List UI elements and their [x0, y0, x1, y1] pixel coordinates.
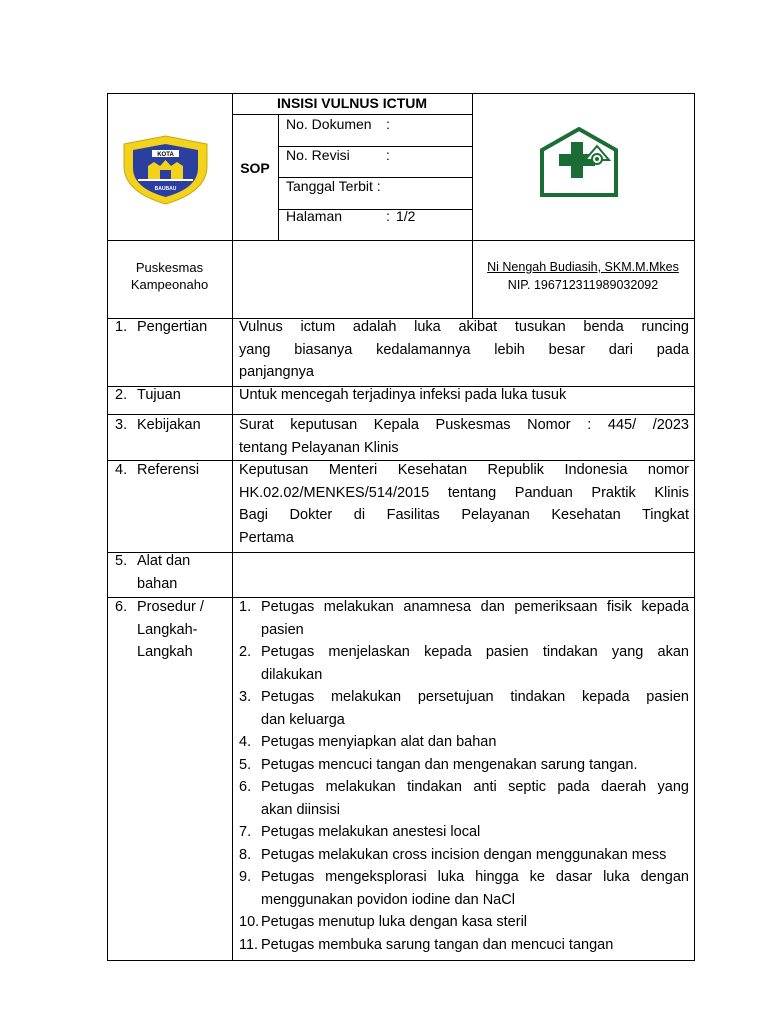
- sop-label: SOP: [240, 160, 270, 176]
- issue-date-label: Tanggal Terbit :: [286, 178, 381, 194]
- step-text: Petugas melakukan anamnesa dan pemeriksaan fisik kepada: [261, 599, 689, 615]
- step-number: 5.: [239, 756, 252, 773]
- page-sep: :: [386, 208, 390, 224]
- step-number: 7.: [239, 824, 252, 840]
- section-number: 3.: [115, 417, 128, 433]
- alat-label-line: Alat dan: [137, 553, 191, 569]
- step-text-cont: dan keluarga: [261, 711, 345, 728]
- section-label-prosedur: [137, 596, 231, 664]
- step-number: 9.: [239, 869, 252, 885]
- step-text: Petugas mengeksplorasi luka hingga ke dasar luka dengan: [261, 869, 689, 885]
- doc-number-sep: :: [386, 116, 390, 132]
- prosedur-label-line: Langkah: [137, 644, 193, 660]
- step-number: 8.: [239, 846, 252, 863]
- procedure-step: [239, 911, 689, 934]
- section-label-pengertian: Pengertian: [137, 319, 208, 335]
- referensi-line: Pertama: [239, 529, 294, 546]
- referensi-line: Bagi Dokter di Fasilitas Pelayanan Kesehatan Tingkat: [239, 507, 689, 523]
- step-text: Petugas melakukan tindakan anti septic pada daerah yang: [261, 779, 689, 795]
- procedure-step: [239, 686, 689, 731]
- prosedur-label-line: Prosedur /: [137, 599, 204, 615]
- city-emblem-logo: [122, 134, 209, 206]
- kebijakan-text: [239, 414, 689, 459]
- prosedur-label-line: Langkah-: [137, 621, 198, 638]
- pengertian-line: Vulnus ictum adalah luka akibat tusukan benda runcing: [239, 319, 689, 335]
- step-text: Petugas menutup luka dengan kasa steril: [261, 914, 528, 930]
- pengertian-line: panjangnya: [239, 364, 314, 380]
- step-number: 11.: [239, 936, 259, 953]
- procedure-step: [239, 821, 689, 844]
- doc-number-label: No. Dokumen: [286, 116, 372, 132]
- step-text-cont: menggunakan povidon iodine dan NaCl: [261, 891, 515, 908]
- section-number: 6.: [115, 599, 128, 615]
- revision-sep: :: [386, 147, 390, 163]
- page-value: 1/2: [396, 208, 416, 224]
- tujuan-text: Untuk mencegah terjadinya infeksi pada luka tusuk: [239, 387, 567, 403]
- procedure-step: [239, 844, 689, 867]
- procedure-steps: [239, 596, 689, 956]
- step-number: 3.: [239, 689, 252, 705]
- pengertian-text: [239, 316, 689, 384]
- step-text: Petugas melakukan persetujuan tindakan kepada pasien: [261, 689, 689, 705]
- procedure-step: [239, 641, 689, 686]
- step-number: 1.: [239, 599, 252, 615]
- procedure-step: [239, 754, 689, 777]
- step-text: Petugas menyiapkan alat dan bahan: [261, 734, 497, 750]
- section-label-tujuan: Tujuan: [137, 387, 181, 403]
- step-text: Petugas menjelaskan kepada pasien tindakan yang akan: [261, 644, 689, 660]
- org-name-line2: Kampeonaho: [130, 277, 209, 292]
- section-label-kebijakan: Kebijakan: [137, 417, 201, 433]
- section-number: 1.: [115, 319, 128, 335]
- revision-label: No. Revisi: [286, 147, 350, 163]
- section-label-referensi: Referensi: [137, 462, 200, 478]
- procedure-step: [239, 776, 689, 821]
- step-text: Petugas melakukan anestesi local: [261, 824, 481, 840]
- procedure-step: [239, 596, 689, 641]
- section-number: 4.: [115, 462, 128, 478]
- page-label: Halaman: [286, 208, 343, 224]
- referensi-line: Keputusan Menteri Kesehatan Republik Indonesia nomor: [239, 462, 689, 478]
- section-label-alat: [137, 550, 227, 595]
- procedure-step: [239, 731, 689, 754]
- step-text: Petugas mencuci tangan dan mengenakan sarung tangan.: [261, 756, 638, 773]
- signer-nip: NIP. 196712311989032092: [507, 278, 659, 292]
- step-number: 2.: [239, 644, 252, 660]
- referensi-text: [239, 459, 689, 549]
- svg-text:BAUBAU: BAUBAU: [154, 186, 177, 192]
- step-number: 6.: [239, 779, 252, 795]
- signer-name: Ni Nengah Budiasih, SKM.M.Mkes: [487, 260, 679, 274]
- step-number: 4.: [239, 734, 252, 750]
- kebijakan-line: Surat keputusan Kepala Puskesmas Nomor : 445/ /2023: [239, 417, 689, 433]
- step-text-cont: akan diinsisi: [261, 801, 340, 818]
- procedure-step: [239, 866, 689, 911]
- step-text-cont: dilakukan: [261, 666, 323, 683]
- step-text-cont: pasien: [261, 621, 304, 638]
- org-name-line1: Puskesmas: [135, 260, 204, 275]
- document-title: INSISI VULNUS ICTUM: [276, 95, 428, 111]
- kebijakan-line: tentang Pelayanan Klinis: [239, 439, 399, 456]
- svg-text:KOTA: KOTA: [157, 152, 174, 158]
- step-text: Petugas membuka sarung tangan dan mencuci tangan: [261, 936, 614, 953]
- puskesmas-logo: [539, 126, 619, 198]
- procedure-step: [239, 934, 689, 957]
- referensi-line: HK.02.02/MENKES/514/2015 tentang Panduan Praktik Klinis: [239, 484, 689, 501]
- pengertian-line: yang biasanya kedalamannya lebih besar dari pada: [239, 341, 689, 358]
- step-number: 10.: [239, 914, 260, 930]
- alat-label-line: bahan: [137, 575, 178, 592]
- section-number: 2.: [115, 387, 128, 403]
- section-number: 5.: [115, 553, 128, 569]
- step-text: Petugas melakukan cross incision dengan menggunakan mess: [261, 846, 667, 863]
